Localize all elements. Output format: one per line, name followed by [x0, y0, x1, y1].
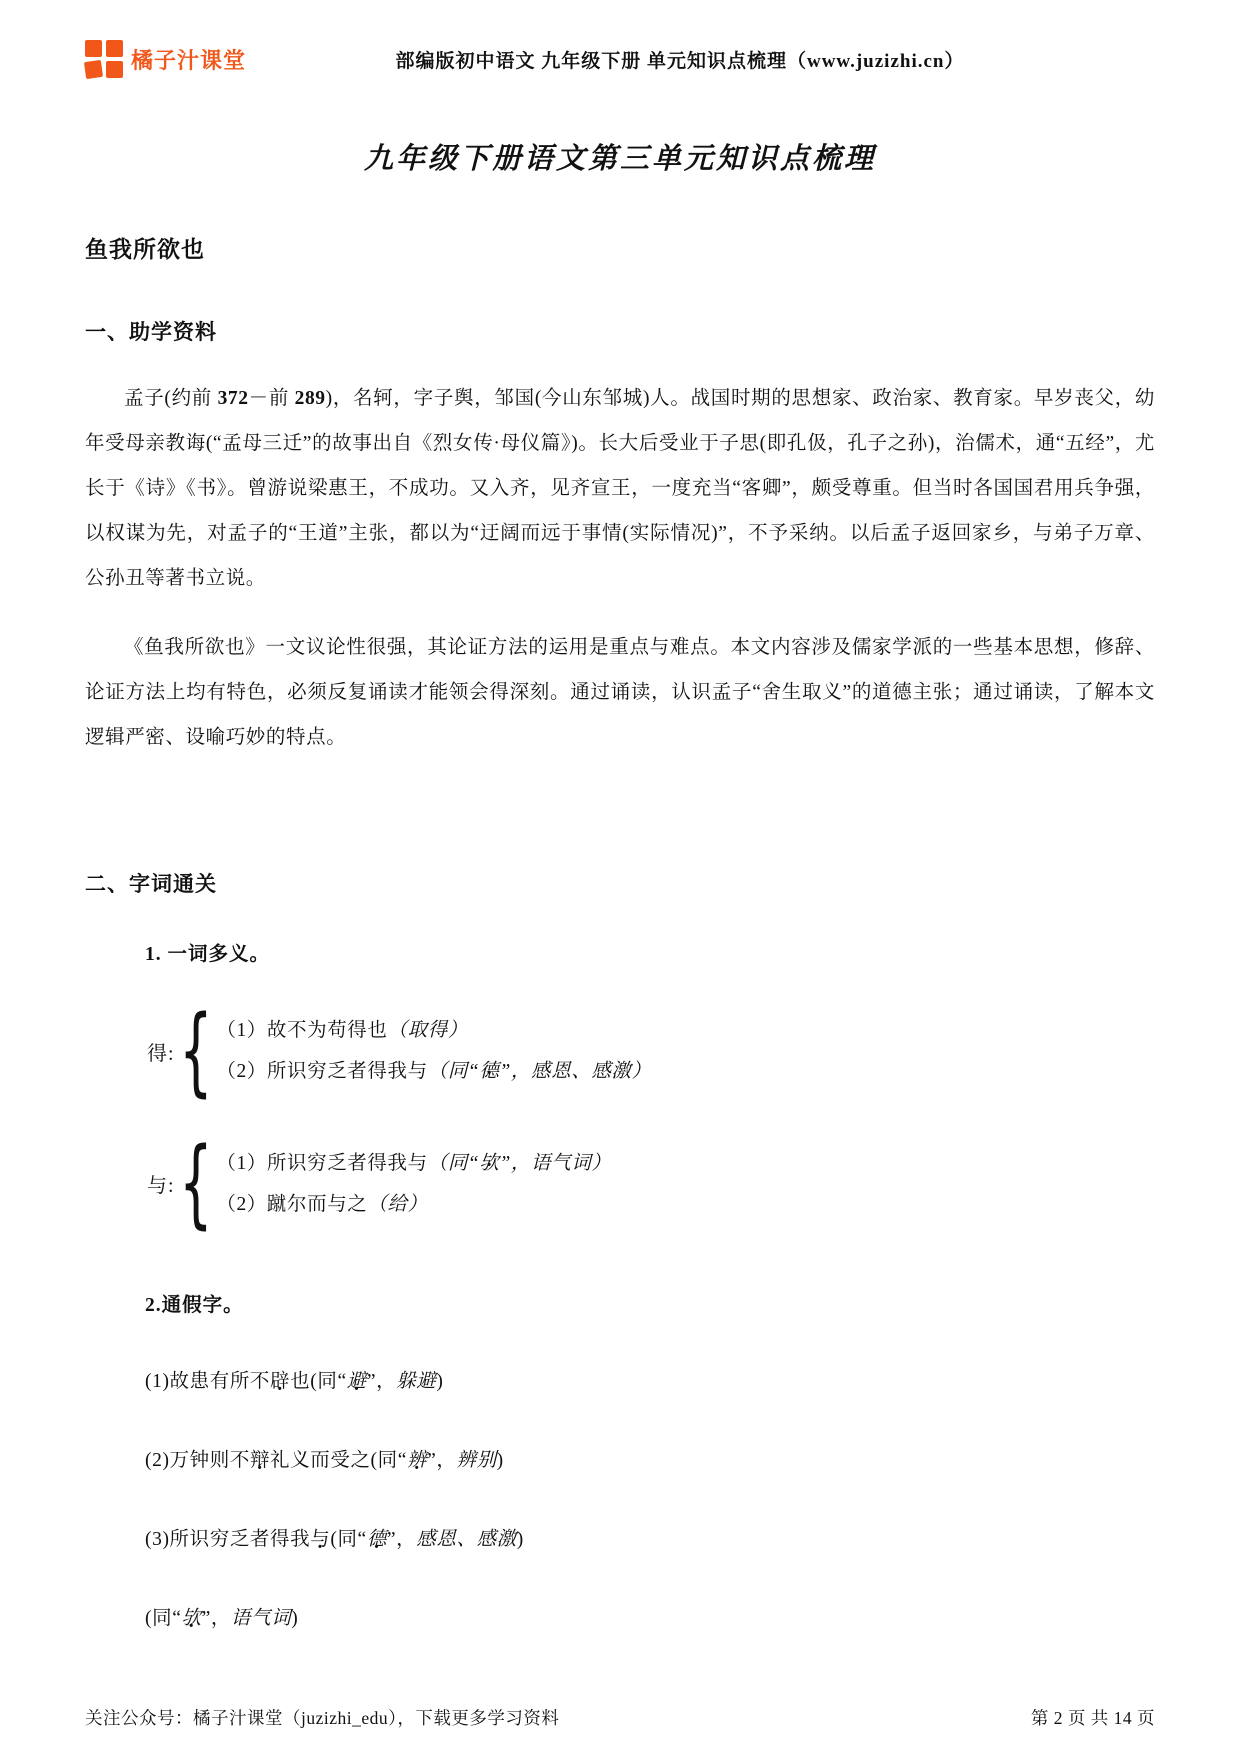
tongjiazi-item-2: (2)万钟则不辩礼义而受之(同“辨”，辨别) [145, 1449, 504, 1471]
page-footer [85, 1705, 1155, 1730]
page-title: 九年级下册语文第三单元知识点梳理 [363, 143, 876, 175]
logo-text: 橘子汁课堂 [131, 47, 247, 73]
polysemy-item: （2）蹴尔而与之（给） [216, 1193, 428, 1215]
polysemy-group-de [147, 995, 1155, 1107]
header-doc-info: 部编版初中语文 九年级下册 单元知识点梳理（www.juzizhi.cn） [395, 50, 965, 72]
polysemy-items-yu [216, 1143, 611, 1225]
juzizhi-logo [85, 40, 325, 78]
footer-page-number: 第 2 页 共 14 页 [1030, 1708, 1155, 1728]
polysemy-items-de [216, 1010, 651, 1092]
polysemy-word-yu: 与: [147, 1175, 175, 1198]
logo-icon [85, 40, 123, 78]
tongjiazi-item-3-continued: (同“欤”，语气词) [145, 1607, 299, 1629]
section1-heading: 一、助学资料 [85, 321, 217, 344]
tongjiazi-subheading: 2.通假字。 [145, 1294, 244, 1316]
left-brace-glyph: { [179, 1127, 212, 1240]
page-header [85, 36, 1155, 82]
footer-wechat-note: 关注公众号：橘子汁课堂（juzizhi_edu），下载更多学习资料 [85, 1708, 560, 1728]
polysemy-item: （2）所识穷乏者得我与（同“德 ·”，感恩、感激） [216, 1051, 651, 1092]
tongjiazi-item-1: (1)故患有所不辟也(同“避”，躲避) [145, 1370, 444, 1392]
polysemy-item: （1）所识穷乏者得我与（同“欤 ·”，语气词） [216, 1143, 611, 1184]
section2-heading: 二、字词通关 [85, 873, 217, 896]
mencius-intro-paragraph: 孟子(约前 372－前 289)，名轲，字子舆，邹国(今山东邹城)人。战国时期的思想家、政治家、教育家。早岁丧父，幼年受母亲教诲(“孟母三迁”的故事出自《烈女传·母仪篇》)。长大后受业于子思(即孔伋，孔子之孙)，治儒术，通“五经”，尤长于《诗》《书》。曾游说梁惠王，不成功。又入齐，见齐宣王，一度充当“客卿”，颇受尊重。但当时各国国君用兵争强，以权谋为先，对孟子的“王道”主张，都以为“迂阔而远于事情(实际情况)”，不予采纳。以后孟子返回家乡，与弟子万章、公孙丑等著书立说。 [85, 388, 1156, 589]
polysemy-subheading: 1. 一词多义。 [145, 944, 271, 965]
polysemy-group-yu [147, 1127, 1155, 1240]
polysemy-word-de: 得: [147, 1042, 175, 1065]
polysemy-item: （1）故不为苟得也（取得） [216, 1020, 468, 1042]
lesson-title: 鱼我所欲也 [85, 236, 205, 262]
text-overview-paragraph: 《鱼我所欲也》一文议论性很强，其论证方法的运用是重点与难点。本文内容涉及儒家学派的一些基本思想，修辞、论证方法上均有特色，必须反复诵读才能领会得深刻。通过诵读，认识孟子“舍生取义”的道德主张；通过诵读，了解本文逻辑严密、设喻巧妙的特点。 [85, 637, 1155, 748]
tongjiazi-item-3: (3)所识穷乏者得我与(同“德”，感恩、感激) [145, 1528, 524, 1550]
left-brace-glyph: { [179, 995, 212, 1107]
